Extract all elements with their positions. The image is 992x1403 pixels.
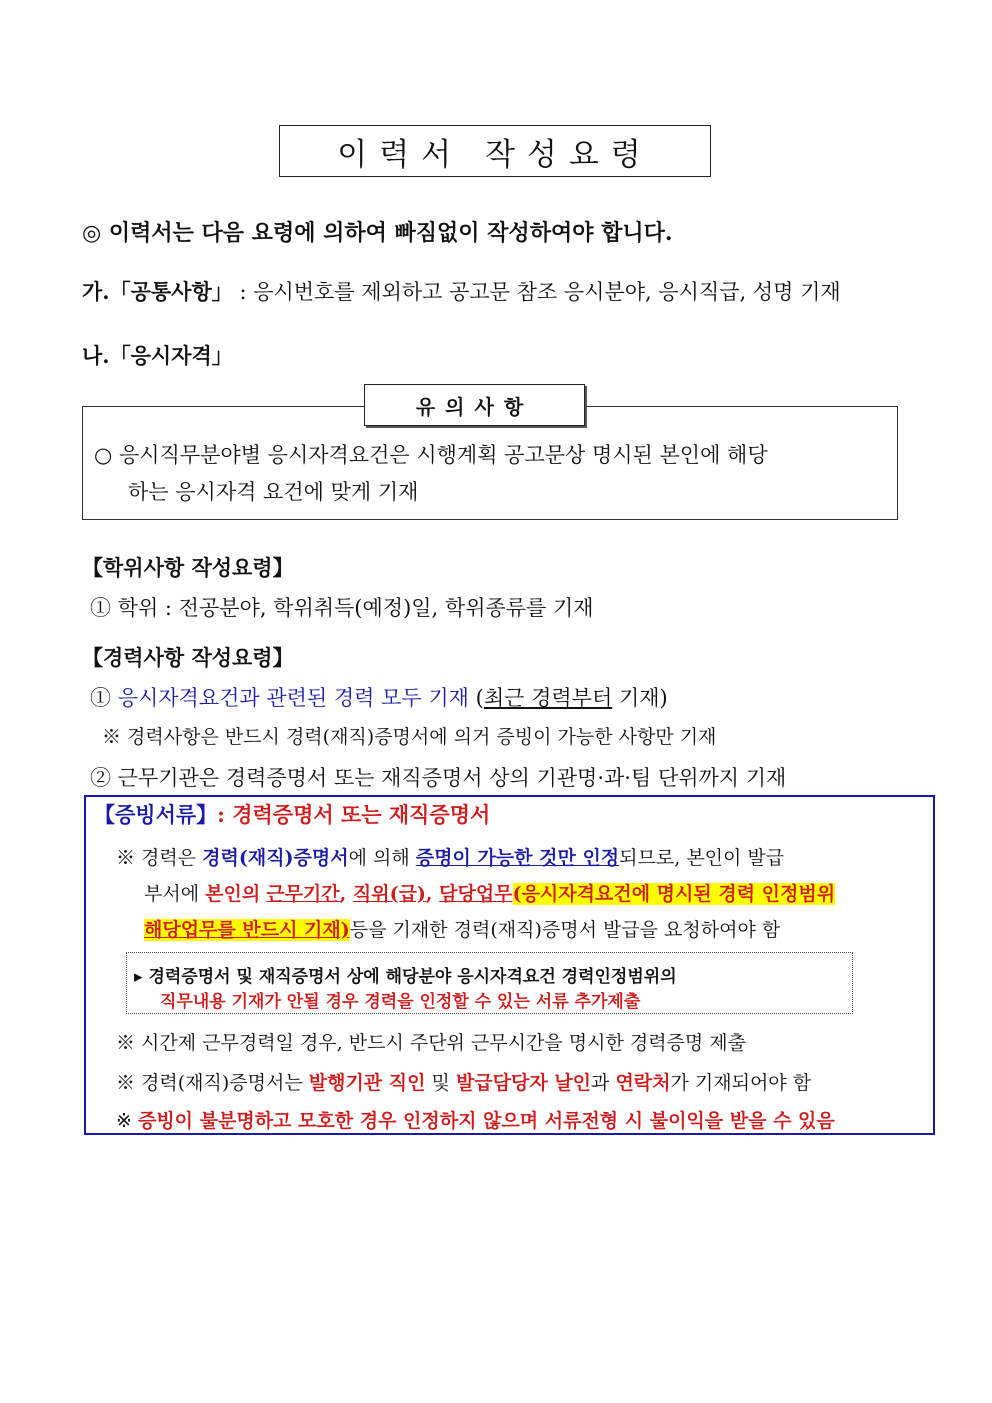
ev-p2-e: 직위(급) — [352, 883, 426, 905]
evidence-para-4: ※ 시간제 근무경력일 경우, 반드시 주단위 근무시간을 명시한 경력증명 제출 — [116, 1032, 747, 1054]
ev-p2-b: 본인의 — [205, 883, 261, 905]
notice-tab — [364, 384, 585, 426]
ev-p3-a: 해당업무를 반드시 기재) — [144, 919, 350, 941]
degree-item-1: ① 학위 : 전공분야, 학위취득(예정)일, 학위종류를 기재 — [90, 596, 594, 620]
career-item-1-num: ① — [90, 686, 111, 710]
ev-p2-a: 부서에 — [144, 883, 206, 905]
ev-p6-b: 증빙이 불분명하고 모호한 경우 인정하지 않으며 서류전형 시 불이익을 받을 수 있음 — [137, 1110, 835, 1132]
career-heading: 【경력사항 작성요령】 — [82, 645, 294, 670]
ev-p5-a: ※ 경력(재직)증명서는 — [116, 1072, 309, 1094]
ev-p2-h: (응시자격요건에 명시된 경력 인정범위 — [512, 883, 836, 905]
ev-p1-c: 에 의해 — [348, 847, 416, 869]
section-na-label: 나.「응시자격」 — [82, 343, 233, 368]
page-title — [279, 125, 711, 177]
career-item-1-tail: 기재) — [612, 686, 668, 710]
ev-p5-g: 가 기재되어야 함 — [670, 1072, 812, 1094]
evidence-para-2 — [144, 879, 835, 906]
ev-p2-d: , — [339, 883, 353, 905]
evidence-heading — [94, 799, 490, 829]
page-title-text: 이력서 작성요령 — [337, 136, 653, 173]
box-line-2: 직무내용 기재가 안될 경우 경력을 인정할 수 있는 서류 추가제출 — [160, 992, 641, 1012]
evidence-para-1 — [116, 843, 784, 870]
ev-p2-g: 담당업무 — [439, 883, 513, 905]
ev-p1-e: 되므로, 본인이 발급 — [619, 847, 785, 869]
ev-p2-c: 근무기간 — [266, 883, 340, 905]
notice-line-2: 하는 응시자격 요건에 맞게 기재 — [128, 480, 419, 504]
ev-p5-e: 과 — [591, 1072, 616, 1094]
ev-p5-b: 발행기관 직인 — [308, 1072, 426, 1094]
notice-tab-label: 유의사항 — [415, 394, 534, 419]
notice-line-1: ○ 응시직무분야별 응시자격요건은 시행계획 공고문상 명시된 본인에 해당 — [94, 443, 768, 467]
ev-p6-a: ※ — [116, 1110, 138, 1132]
evidence-label: 【증빙서류】 — [94, 802, 218, 827]
ev-p1-b: 경력(재직)증명서 — [202, 847, 349, 869]
section-ga — [82, 276, 841, 306]
section-ga-label: 가.「공통사항」 — [82, 279, 233, 304]
evidence-para-5 — [116, 1068, 811, 1095]
career-item-1-paren: ( — [475, 686, 484, 710]
career-item-1-blue: 응시자격요건과 관련된 경력 모두 기재 — [117, 686, 469, 710]
intro-text: ◎ 이력서는 다음 요령에 의하여 빠짐없이 작성하여야 합니다. — [82, 220, 673, 246]
career-item-1 — [90, 682, 668, 712]
ev-p5-c: 및 — [425, 1072, 456, 1094]
evidence-para-6 — [116, 1106, 835, 1133]
evidence-para-3 — [144, 915, 780, 942]
career-item-1-underline: 최근 경력부터 — [483, 686, 613, 710]
ev-p5-d: 발급담당자 날인 — [455, 1072, 592, 1094]
ev-p5-f: 연락처 — [615, 1072, 671, 1094]
degree-heading: 【학위사항 작성요령】 — [82, 555, 294, 580]
box-line-1: ▸ 경력증명서 및 재직증명서 상에 해당분야 응시자격요건 경력인정범위의 — [134, 967, 677, 987]
career-note: ※ 경력사항은 반드시 경력(재직)증명서에 의거 증빙이 가능한 사항만 기재 — [102, 726, 717, 748]
ev-p1-a: ※ 경력은 — [116, 847, 203, 869]
career-item-2: ② 근무기관은 경력증명서 또는 재직증명서 상의 기관명·과·팀 단위까지 기재 — [90, 766, 787, 790]
ev-p3-b: 등을 기재한 경력(재직)증명서 발급을 요청하여야 함 — [349, 919, 781, 941]
ev-p1-d: 증명이 가능한 것만 인정 — [415, 847, 620, 869]
section-ga-text: : 응시번호를 제외하고 공고문 참조 응시분야, 응시직급, 성명 기재 — [239, 280, 841, 304]
ev-p2-f: , — [425, 883, 440, 905]
evidence-label-rest: : 경력증명서 또는 재직증명서 — [217, 802, 491, 827]
